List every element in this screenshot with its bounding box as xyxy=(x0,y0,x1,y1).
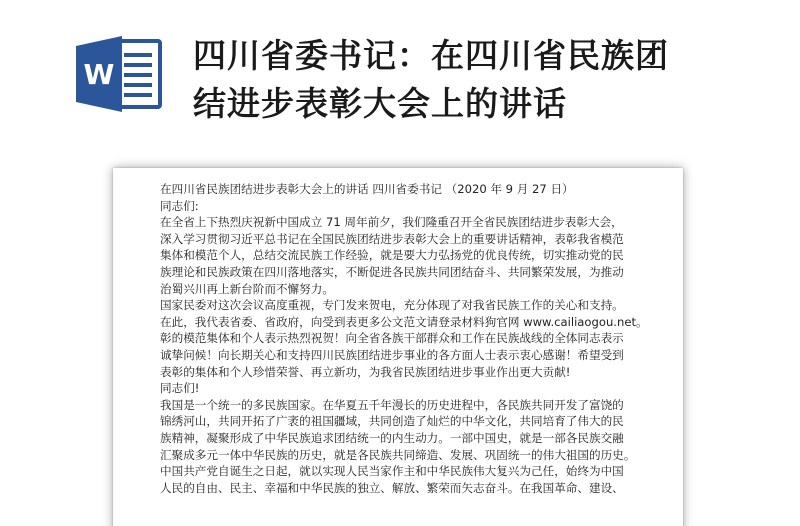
document-line: 锦绣河山，共同开拓了广袤的祖国疆域，共同创造了灿烂的中华文化，共同培育了伟大的民 xyxy=(160,414,624,429)
document-line: 族精神，凝聚形成了中华民族追求团结统一的内生动力。一部中国史，就是一部各民族交融 xyxy=(160,430,624,445)
document-line: 彰的模范集体和个人表示热烈祝贺！向全省各族干部群众和工作在民族战线的全体同志表示 xyxy=(160,331,624,346)
document-line: 在四川省民族团结进步表彰大会上的讲话 四川省委书记 （2020 年 9 月 27 日） xyxy=(160,182,574,196)
title-line-1: 四川省委书记：在四川省民族团 xyxy=(193,36,669,75)
document-line: 在此，我代表省委、省政府，向受到表更多公文范文请登录材料狗官网 www.cailiaogou.net。 xyxy=(160,314,648,329)
document-line: 表彰的集体和个人珍惜荣誉、再立新功，为我省民族团结进步事业作出更大贡献! xyxy=(160,364,571,379)
document-line: 汇聚成多元一体中华民族的历史，就是各民族共同缔造、发展、巩固统一的伟大祖国的历史。 xyxy=(160,447,636,462)
document-preview xyxy=(113,168,683,526)
document-line: 同志们: xyxy=(160,198,199,213)
document-line: 族理论和民族政策在四川落地落实，不断促进各民族共同团结奋斗、共同繁荣发展，为推动 xyxy=(160,264,624,279)
document-line: 诚挚问候！向长期关心和支持四川民族团结进步事业的各方面人士表示衷心感谢！希望受到 xyxy=(160,347,624,362)
document-line: 集体和模范个人，总结交流民族工作经验，就是要大力弘扬党的优良传统，切实推动党的民 xyxy=(160,248,624,263)
document-line: 深入学习贯彻习近平总书记在全国民族团结进步表彰大会上的重要讲话精神，表彰我省模范 xyxy=(160,231,624,246)
document-line: 同志们! xyxy=(160,381,200,396)
word-document-icon xyxy=(72,36,164,112)
word-icon-letter: W xyxy=(83,58,115,91)
page-title xyxy=(193,32,783,128)
document-line: 国家民委对这次会议高度重视，专门发来贺电，充分体现了对我省民族工作的关心和支持。 xyxy=(160,298,624,313)
document-line: 中国共产党自诞生之日起，就以实现人民当家作主和中华民族伟大复兴为己任，始终为中国 xyxy=(160,464,624,479)
document-line: 我国是一个统一的多民族国家。在华夏五千年漫长的历史进程中，各民族共同开发了富饶的 xyxy=(160,397,624,412)
document-line: 在全省上下热烈庆祝新中国成立 71 周年前夕，我们隆重召开全省民族团结进步表彰大会， xyxy=(160,215,623,230)
document-line: 人民的自由、民主、幸福和中华民族的独立、解放、繁荣而矢志奋斗。在我国革命、建设、 xyxy=(160,480,624,495)
document-body xyxy=(160,181,650,496)
document-line: 治蜀兴川再上新台阶而不懈努力。 xyxy=(160,281,334,296)
title-line-2: 结进步表彰大会上的讲话 xyxy=(193,84,567,123)
header xyxy=(0,0,800,150)
